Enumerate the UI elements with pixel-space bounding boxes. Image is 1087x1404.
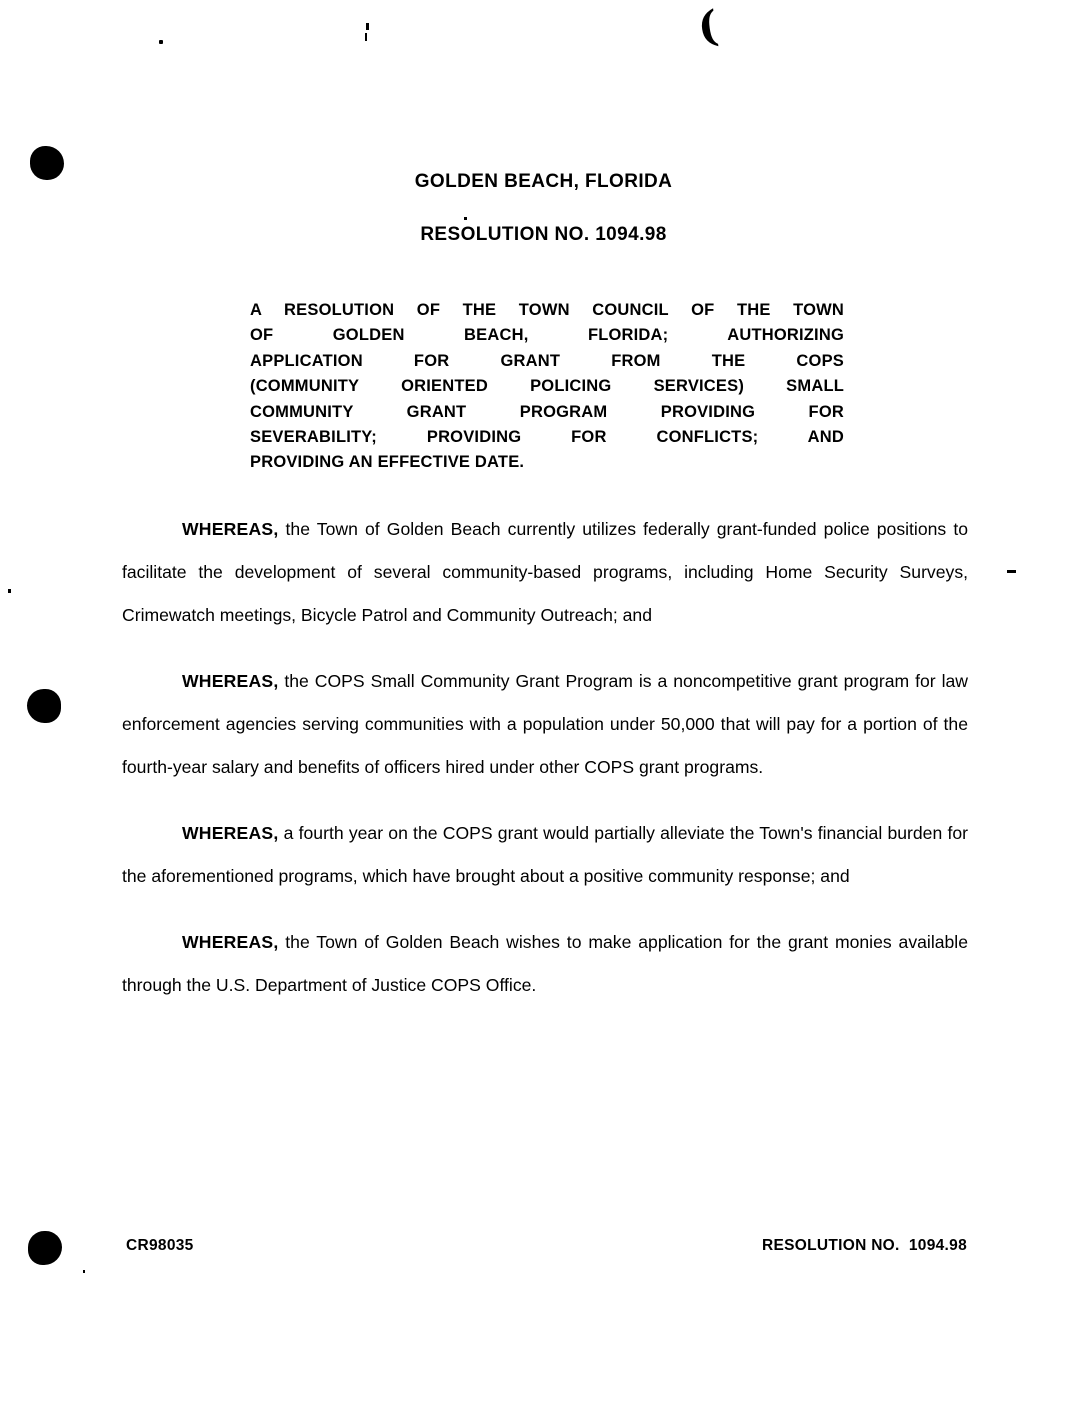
paragraph-text: a fourth year on the COPS grant would partially alleviate the Town's financial burden for the aforementioned programs, which have brought about a positive community response; and <box>122 823 968 886</box>
caption-line: PROVIDING AN EFFECTIVE DATE. <box>250 453 525 472</box>
scan-speck-top-left <box>159 40 163 44</box>
scan-speck-under-subtitle <box>464 217 467 220</box>
caption-line: COMMUNITY GRANT PROGRAM PROVIDING FOR <box>250 402 844 421</box>
page-footer <box>126 1237 967 1255</box>
whereas-lead: WHEREAS, <box>182 932 279 952</box>
document-title: GOLDEN BEACH, FLORIDA <box>414 171 673 192</box>
paragraph-text: the COPS Small Community Grant Program is a noncompetitive grant program for law enforcement agencies serving communities with a population under 50,000 that will pay for a portion of the fourth-year salary and benefits of officers hired under other COPS grant programs. <box>122 671 968 777</box>
footer-resolution-number: RESOLUTION NO. 1094.98 <box>761 1237 967 1254</box>
punch-hole-middle <box>27 689 61 723</box>
scan-speck-below-footer <box>83 1270 85 1273</box>
whereas-lead: WHEREAS, <box>182 671 279 691</box>
caption-line: A RESOLUTION OF THE TOWN COUNCIL OF THE TOWN <box>250 301 844 319</box>
resolution-caption <box>250 298 844 476</box>
punch-hole-bottom <box>28 1231 62 1265</box>
scan-speck-left-margin <box>8 589 11 593</box>
caption-line: OF GOLDEN BEACH, FLORIDA; AUTHORIZING <box>250 326 844 345</box>
scan-dash-right-margin <box>1007 570 1016 573</box>
document-body <box>122 508 968 1030</box>
whereas-lead: WHEREAS, <box>182 823 279 843</box>
scan-tick-top-center <box>365 33 367 41</box>
paren-scan-mark: ( <box>694 0 722 53</box>
paragraph-text: the Town of Golden Beach wishes to make application for the grant monies available through the U.S. Department of Justice COPS Office. <box>122 932 968 995</box>
whereas-lead: WHEREAS, <box>182 519 279 539</box>
whereas-paragraph-1 <box>122 508 968 637</box>
caption-line: (COMMUNITY ORIENTED POLICING SERVICES) SMALL <box>250 377 844 396</box>
whereas-paragraph-2 <box>122 660 968 789</box>
caption-line: SEVERABILITY; PROVIDING FOR CONFLICTS; AND <box>250 428 844 447</box>
whereas-paragraph-4 <box>122 921 968 1007</box>
footer-doc-code: CR98035 <box>126 1237 194 1254</box>
paragraph-text: the Town of Golden Beach currently utilizes federally grant-funded police positions to facilitate the development of several community-based programs, including Home Security Surveys, Crimewatch meetings, Bicycle Patrol and Community Outreach; and <box>122 519 968 625</box>
whereas-paragraph-3 <box>122 812 968 898</box>
scan-tick-top-center <box>366 23 369 30</box>
resolution-number-heading: RESOLUTION NO. 1094.98 <box>420 224 667 245</box>
caption-line: APPLICATION FOR GRANT FROM THE COPS <box>250 351 844 370</box>
